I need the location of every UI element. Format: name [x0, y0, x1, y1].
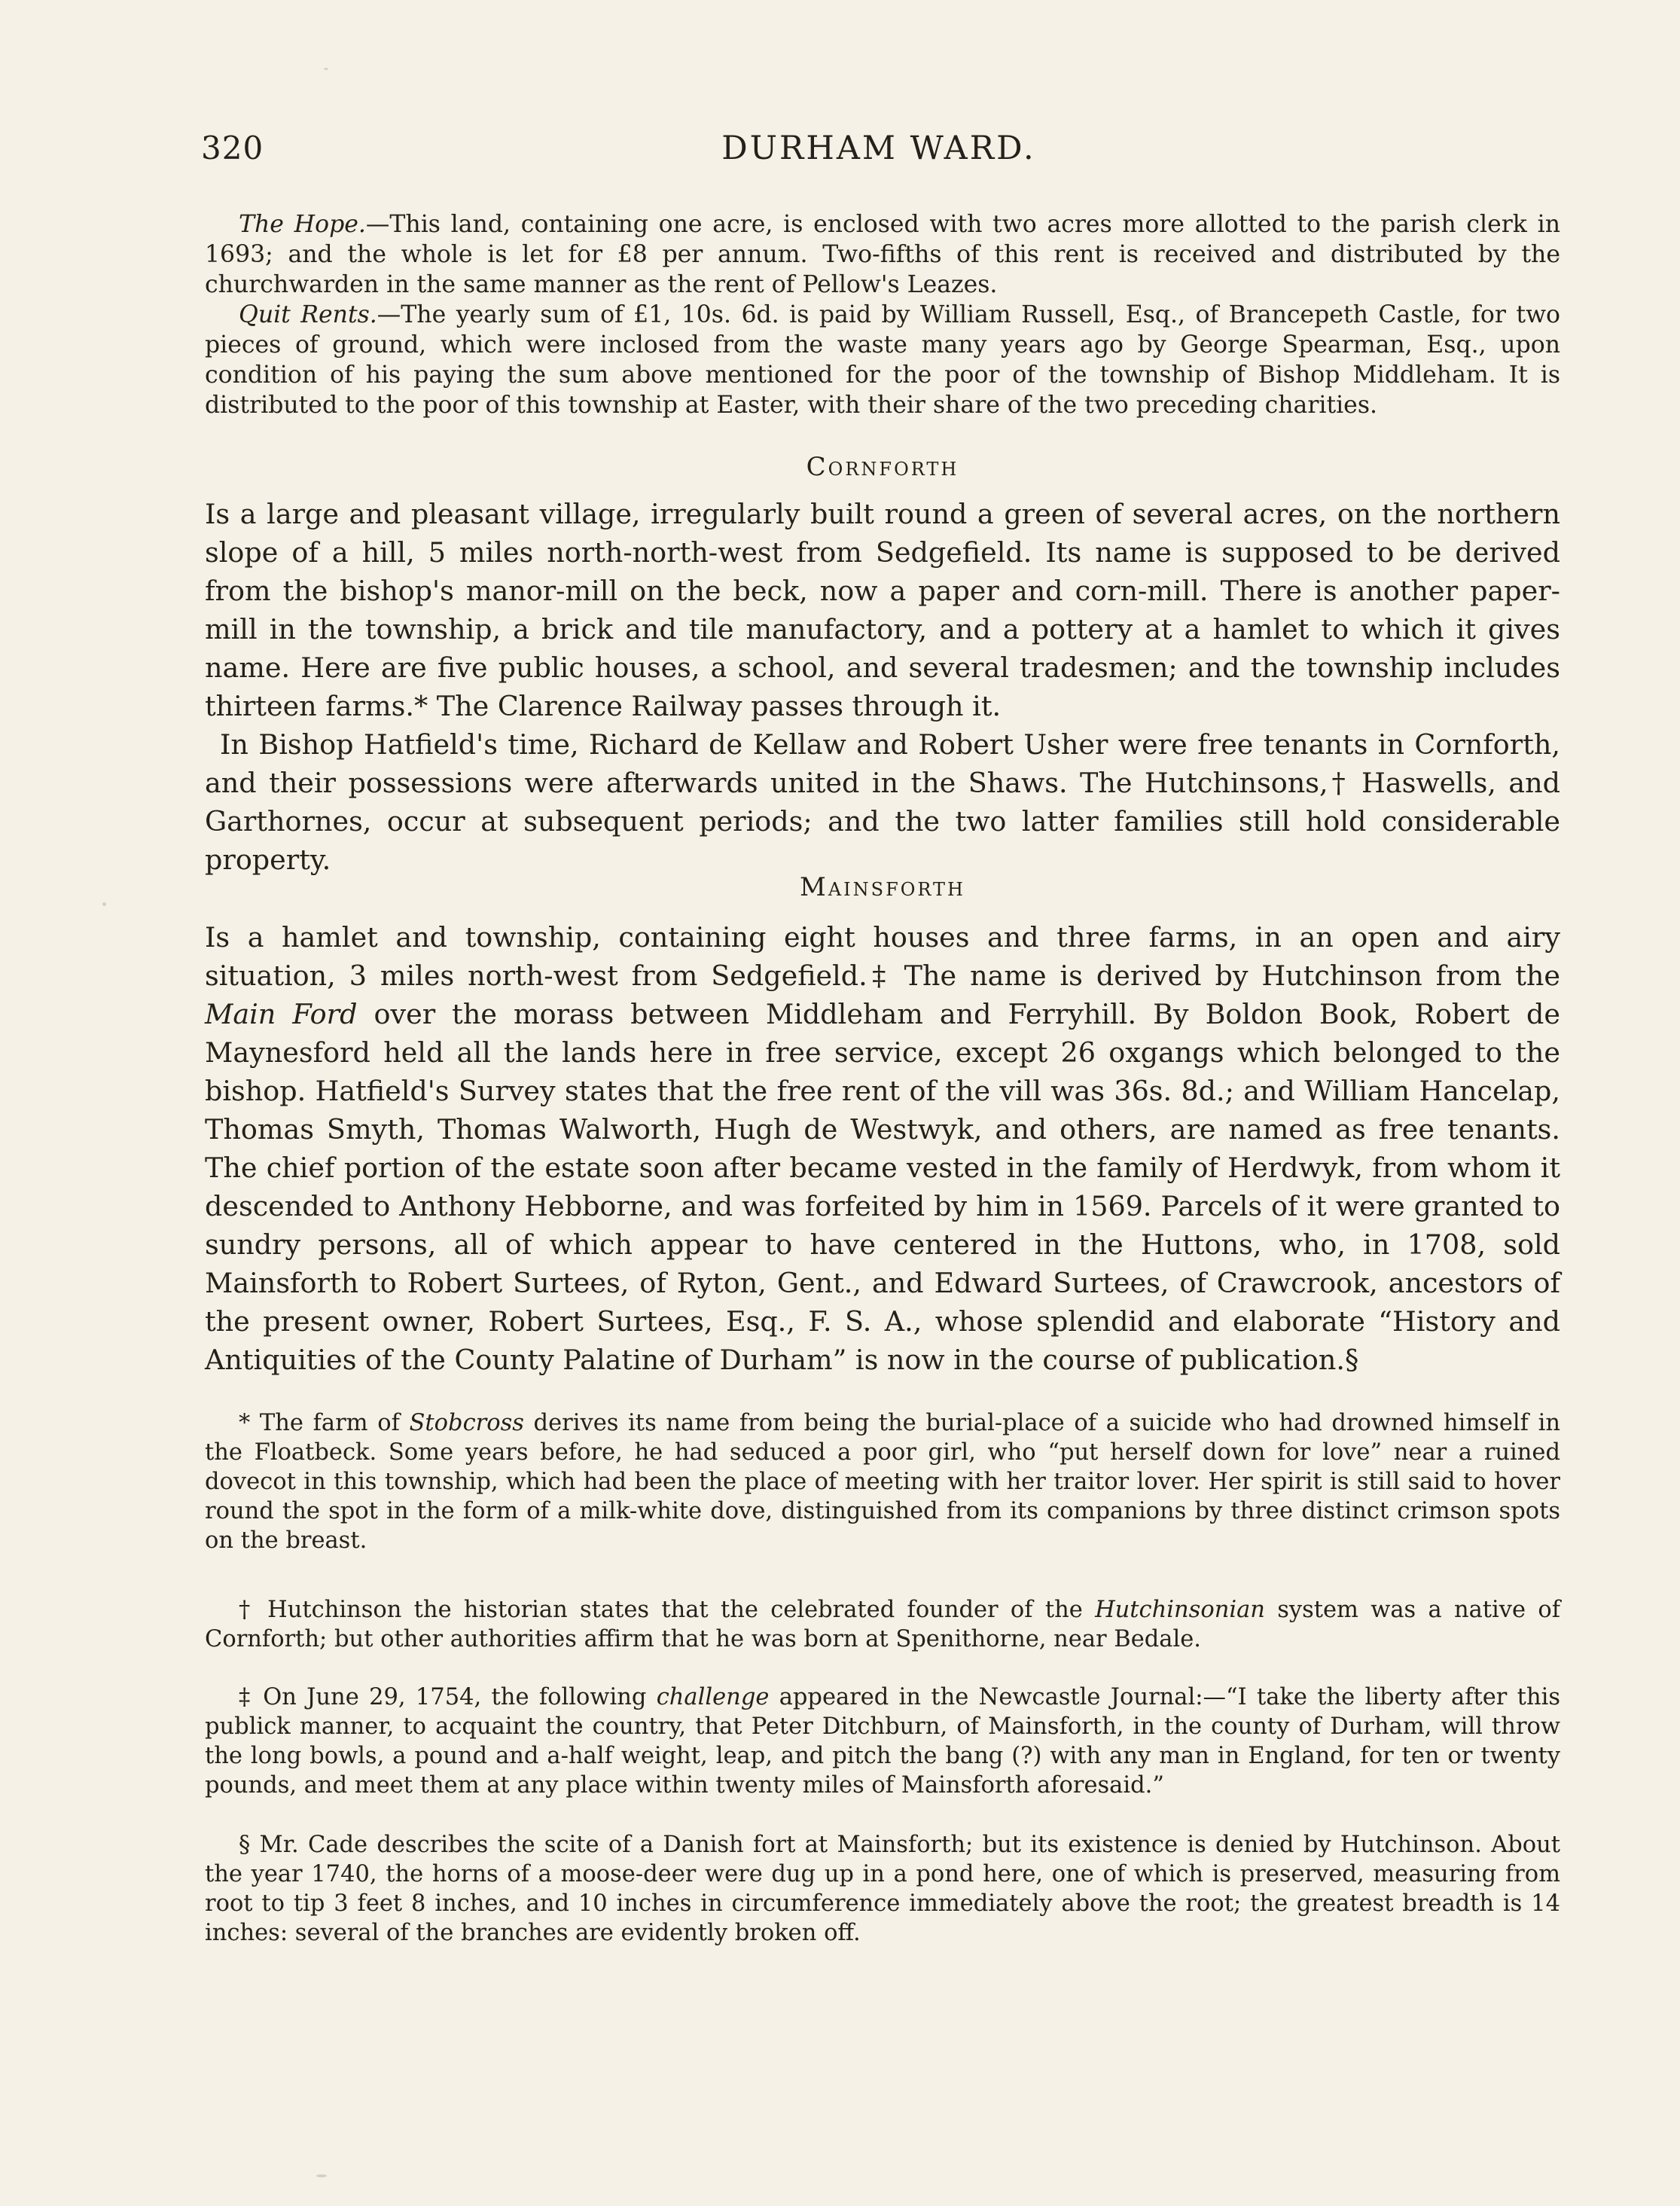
mainsforth-heading: Mainsforth: [800, 872, 965, 902]
cornforth-section: [205, 452, 1560, 482]
footnote-double-dagger-b: appeared in the Newcastle Journal:—“I take the liberty after this publick manner, to acquaint the country, that Peter Ditchburn, of Mainsforth, in the county of Durham, will throw the long bowls, a pound and a-half weight, leap, and pitch the bang (?) with any man in England, for ten or twenty pounds, and meet them at any place within twenty miles of Mainsforth aforesaid.”: [205, 1684, 1560, 1799]
hope-text: —This land, containing one acre, is enclosed with two acres more allotted to the parish clerk in 1693; and the whole is let for £8 per annum. Two-fifths of this rent is received and distributed by the churchwarden in the same manner as the rent of Pellow's Leazes.: [205, 211, 1560, 298]
cornforth-paragraph-2: In Bishop Hatfield's time, Richard de Kellaw and Robert Usher were free tenants in Cornforth, and their possessions were afterwards united in the Shaws. The Hutchinsons,† Haswells, and Garthornes, occur at subsequent periods; and the two latter families still hold considerable property.: [205, 728, 1560, 876]
footnote-star-b: derives its name from being the burial-place of a suicide who had drowned himself in the Floatbeck. Some years before, he had seduced a poor girl, who “put herself down for love” near a ruined dovecot in this township, which had been the place of meeting with her traitor lover. Her spirit is still said to hover round the spot in the form of a milk-white dove, distinguished from its companions by three distinct crimson spots on the breast.: [205, 1410, 1560, 1554]
quit-rents-text: —The yearly sum of £1, 10s. 6d. is paid by William Russell, Esq., of Brancepeth Castle, for two pieces of ground, which were inclosed from the waste many years ago by George Spearman, Esq., upon condition of his paying the sum above mentioned for the poor of the township of Bishop Middleham. It is distributed to the poor of this township at Easter, with their share of the two preceding charities.: [205, 301, 1560, 419]
running-title: DURHAM WARD.: [721, 130, 1036, 167]
footnote-star-a: * The farm of: [239, 1410, 410, 1436]
footnote-star: [205, 1408, 1560, 1555]
footnote-dagger-block: [205, 1595, 1560, 1654]
footnote-double-dagger: [205, 1683, 1560, 1800]
hope-label: The Hope.: [239, 211, 366, 238]
mainsforth-body: [205, 918, 1560, 1379]
footnote-star-italic: Stobcross: [409, 1410, 524, 1436]
footnote-double-dagger-italic: challenge: [656, 1684, 770, 1710]
cornforth-heading: Cornforth: [806, 452, 959, 482]
footnote-section-block: [205, 1830, 1560, 1948]
paper-speck: [102, 902, 106, 906]
charities-section: [205, 209, 1560, 420]
footnotes: [205, 1408, 1560, 1555]
footnote-section: § Mr. Cade describes the scite of a Danish fort at Mainsforth; but its existence is denied by Hutchinson. About the year 1740, the horns of a moose-deer were dug up in a pond here, one of which is preserved, measuring from root to tip 3 feet 8 inches, and 10 inches in circumference immediately above the root; the greatest breadth is 14 inches: several of the branches are evidently broken off.: [205, 1832, 1560, 1946]
mainsforth-main-ford: Main Ford: [205, 998, 358, 1030]
mainsforth-text-a: Is a hamlet and township, containing eight houses and three farms, in an open and airy situation, 3 miles north-west from Sedgefield.‡ The name is derived by Hutchinson from the: [205, 921, 1560, 992]
footnote-dagger-b: system was a native of Cornforth; but other authorities affirm that he was born at Spenithorne, near Bedale.: [205, 1597, 1560, 1652]
cornforth-paragraph-1: Is a large and pleasant village, irregularly built round a green of several acres, on the northern slope of a hill, 5 miles north-north-west from Sedgefield. Its name is supposed to be derived from the bishop's manor-mill on the beck, now a paper and corn-mill. There is another paper-mill in the township, a brick and tile manufactory, and a pottery at a hamlet to which it gives name. Here are five public houses, a school, and several tradesmen; and the township includes thirteen farms.* The Clarence Railway passes through it.: [205, 498, 1560, 722]
page-header: [201, 130, 1557, 182]
paper-speck: [324, 68, 328, 70]
mainsforth-text-b: over the morass between Middleham and Ferryhill. By Boldon Book, Robert de Maynesford held all the lands here in free service, except 26 oxgangs which belonged to the bishop. Hatfield's Survey states that the free rent of the vill was 36s. 8d.; and William Hancelap, Thomas Smyth, Thomas Walworth, Hugh de Westwyk, and others, are named as free tenants. The chief portion of the estate soon after became vested in the family of Herdwyk, from whom it descended to Anthony Hebborne, and was forfeited by him in 1569. Parcels of it were granted to sundry persons, all of which appear to have centered in the Huttons, who, in 1708, sold Mainsforth to Robert Surtees, of Ryton, Gent., and Edward Surtees, of Crawcrook, ancestors of the present owner, Robert Surtees, Esq., F. S. A., whose splendid and elaborate “History and Antiquities of the County Palatine of Durham” is now in the course of publication.§: [205, 998, 1560, 1376]
quit-rents-label: Quit Rents.: [239, 301, 377, 328]
paper-speck: [316, 2174, 327, 2177]
footnote-dagger: [205, 1595, 1560, 1654]
footnote-double-dagger-block: [205, 1683, 1560, 1800]
footnote-dagger-a: † Hutchinson the historian states that the celebrated founder of the: [239, 1597, 1096, 1623]
page-number: 320: [201, 130, 264, 166]
hope-paragraph: [205, 209, 1560, 300]
footnote-dagger-italic: Hutchinsonian: [1095, 1597, 1265, 1623]
footnote-double-dagger-a: ‡ On June 29, 1754, the following: [239, 1684, 657, 1710]
mainsforth-paragraph: [205, 918, 1560, 1379]
cornforth-body: [205, 495, 1560, 879]
mainsforth-section: [205, 872, 1560, 902]
quit-rents-paragraph: [205, 300, 1560, 420]
paper-speck: [1556, 257, 1560, 259]
